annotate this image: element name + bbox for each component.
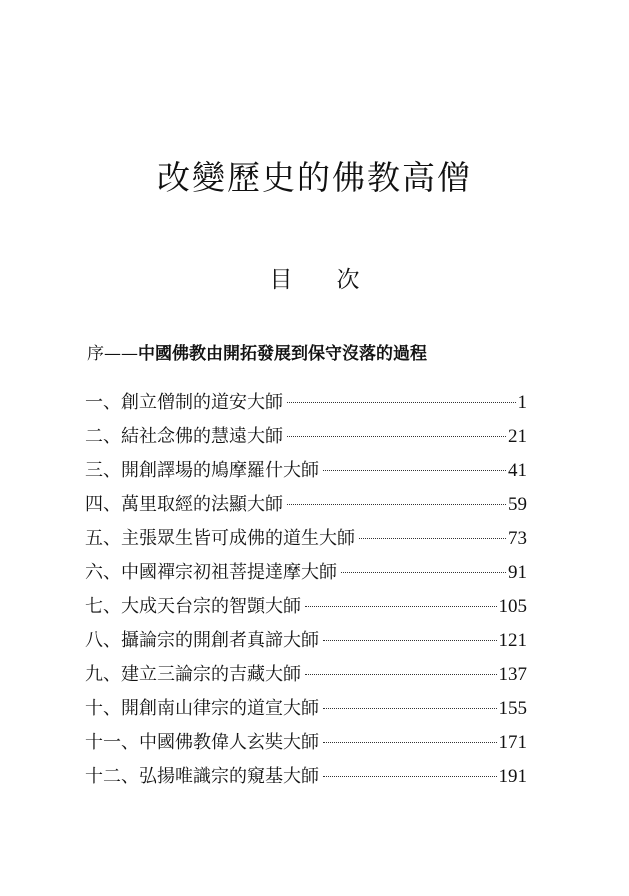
- dot-leader: [323, 742, 497, 743]
- toc-entry[interactable]: [85, 454, 527, 488]
- toc-entry-number: 四、: [85, 494, 121, 515]
- toc-entry-number: 七、: [85, 596, 121, 617]
- dot-leader: [323, 470, 506, 471]
- toc-entry-number: 一、: [85, 392, 121, 413]
- toc-entry-number: 十、: [85, 698, 121, 719]
- toc-entry-number: 五、: [85, 528, 121, 549]
- toc-entry-page: 91: [508, 562, 527, 583]
- toc-entry[interactable]: [85, 522, 527, 556]
- dot-leader: [323, 708, 497, 709]
- toc-entry-number: 十二、: [85, 766, 139, 787]
- toc-entry[interactable]: [85, 624, 527, 658]
- toc-entry-title: 建立三論宗的吉藏大師: [121, 664, 301, 685]
- dot-leader: [287, 402, 516, 403]
- toc-entry-title: 開創南山律宗的道宣大師: [121, 698, 319, 719]
- toc-heading-char-2: 次: [336, 267, 360, 293]
- toc-entry[interactable]: [85, 590, 527, 624]
- toc-entry-title: 結社念佛的慧遠大師: [121, 426, 283, 447]
- dot-leader: [305, 674, 497, 675]
- toc-entry[interactable]: [85, 692, 527, 726]
- toc-entry-page: 73: [508, 528, 527, 549]
- toc-entry-number: 六、: [85, 562, 121, 583]
- toc-entry-page: 191: [498, 766, 527, 787]
- toc-entry-title: 萬里取經的法顯大師: [121, 494, 283, 515]
- toc-entry[interactable]: [85, 386, 527, 420]
- toc-list: [85, 386, 527, 794]
- toc-entry-page: 1: [517, 392, 527, 413]
- dot-leader: [287, 504, 506, 505]
- preface-label: 序——: [87, 344, 138, 364]
- toc-entry-page: 59: [508, 494, 527, 515]
- toc-entry-title: 創立僧制的道安大師: [121, 392, 283, 413]
- toc-entry-title: 大成天台宗的智顗大師: [121, 596, 301, 617]
- toc-entry-page: 121: [498, 630, 527, 651]
- toc-entry-number: 二、: [85, 426, 121, 447]
- toc-entry[interactable]: [85, 658, 527, 692]
- dot-leader: [323, 776, 497, 777]
- toc-entry[interactable]: [85, 760, 527, 794]
- preface-entry[interactable]: [87, 340, 557, 368]
- toc-entry-number: 九、: [85, 664, 121, 685]
- dot-leader: [359, 538, 506, 539]
- toc-entry-page: 137: [498, 664, 527, 685]
- toc-entry-number: 十一、: [85, 732, 139, 753]
- toc-entry-title: 中國禪宗初祖菩提達摩大師: [121, 562, 337, 583]
- toc-entry-page: 105: [498, 596, 527, 617]
- dot-leader: [287, 436, 506, 437]
- dot-leader: [305, 606, 497, 607]
- toc-heading-char-1: 目: [269, 267, 293, 293]
- dot-leader: [341, 572, 506, 573]
- toc-heading: [0, 262, 629, 298]
- toc-entry-number: 三、: [85, 460, 121, 481]
- toc-entry[interactable]: [85, 726, 527, 760]
- toc-entry-page: 41: [508, 460, 527, 481]
- toc-entry-page: 171: [498, 732, 527, 753]
- preface-subtitle: 中國佛教由開拓發展到保守沒落的過程: [138, 344, 427, 364]
- toc-entry-page: 21: [508, 426, 527, 447]
- toc-entry-page: 155: [498, 698, 527, 719]
- dot-leader: [323, 640, 497, 641]
- book-title: 改變歷史的佛教高僧: [157, 158, 472, 197]
- toc-entry[interactable]: [85, 488, 527, 522]
- toc-entry[interactable]: [85, 420, 527, 454]
- toc-entry-title: 攝論宗的開創者真諦大師: [121, 630, 319, 651]
- toc-entry-title: 主張眾生皆可成佛的道生大師: [121, 528, 355, 549]
- toc-entry-title: 中國佛教偉人玄奘大師: [139, 732, 319, 753]
- toc-entry-title: 弘揚唯識宗的窺基大師: [139, 766, 319, 787]
- toc-entry[interactable]: [85, 556, 527, 590]
- toc-entry-number: 八、: [85, 630, 121, 651]
- toc-entry-title: 開創譯場的鳩摩羅什大師: [121, 460, 319, 481]
